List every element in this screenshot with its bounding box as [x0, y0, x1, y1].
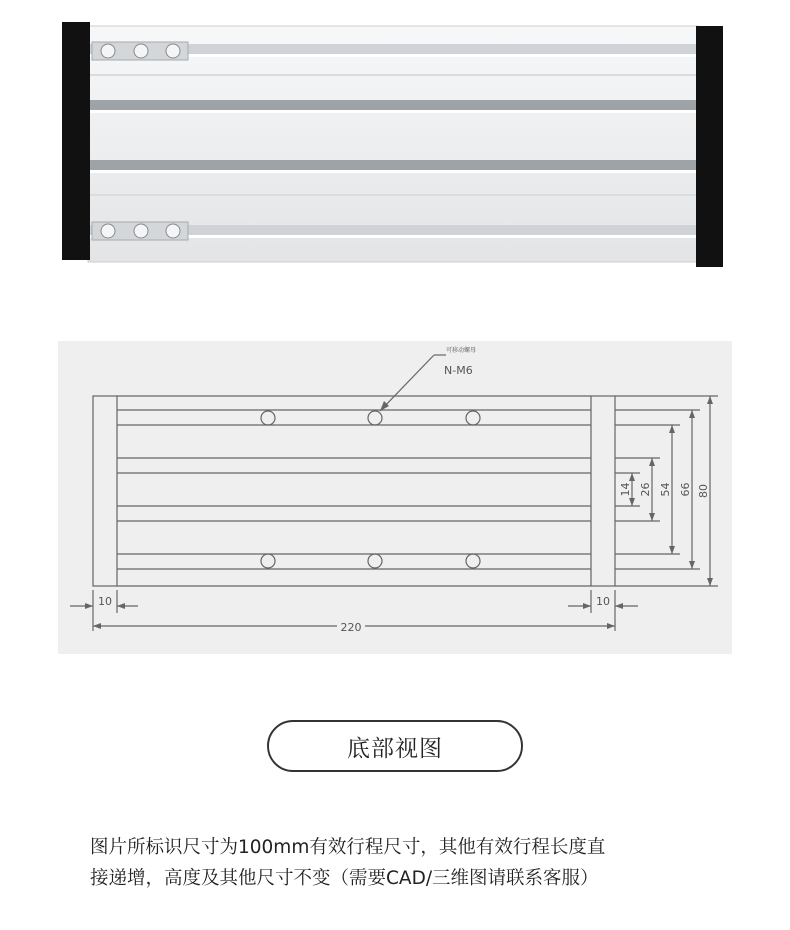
nut-note: N-M6 [444, 364, 473, 377]
drawing-end-cap-right [591, 396, 615, 586]
dim-80: 80 [697, 484, 710, 498]
technical-drawing [58, 341, 732, 654]
hole-top-3 [466, 411, 480, 425]
dim-26: 26 [639, 482, 652, 497]
view-title-pill [267, 720, 523, 772]
end-cap-left [62, 22, 90, 260]
hole-top-1 [261, 411, 275, 425]
description-line-2: 接递增，高度及其他尺寸不变（需要CAD/三维图请联系客服） [90, 868, 599, 889]
hole-bottom-2 [368, 554, 382, 568]
description-line-1: 图片所标识尺寸为100mm有效行程尺寸，其他有效行程长度直 [90, 837, 606, 858]
product-photo [62, 22, 723, 267]
nut-note-small: 可移动螺母 [446, 347, 477, 354]
nut-group-top [92, 42, 188, 60]
nut-group-bottom [92, 222, 188, 240]
nut-leader-line [380, 355, 434, 411]
hole-bottom-3 [466, 554, 480, 568]
dim-end-cap-right: 10 [596, 595, 610, 608]
aluminium-profile-photo [62, 22, 723, 267]
end-cap-right [696, 26, 723, 267]
dim-length: 220 [340, 621, 362, 634]
dim-66: 66 [679, 482, 692, 497]
dim-end-cap-left: 10 [98, 595, 112, 608]
description-text [90, 832, 730, 894]
hole-top-2 [368, 411, 382, 425]
dim-54: 54 [659, 482, 672, 497]
bottom-view-drawing [58, 341, 732, 654]
drawing-end-cap-left [93, 396, 117, 586]
view-title: 底部视图 [347, 735, 443, 762]
dim-14: 14 [619, 482, 632, 497]
hole-bottom-1 [261, 554, 275, 568]
